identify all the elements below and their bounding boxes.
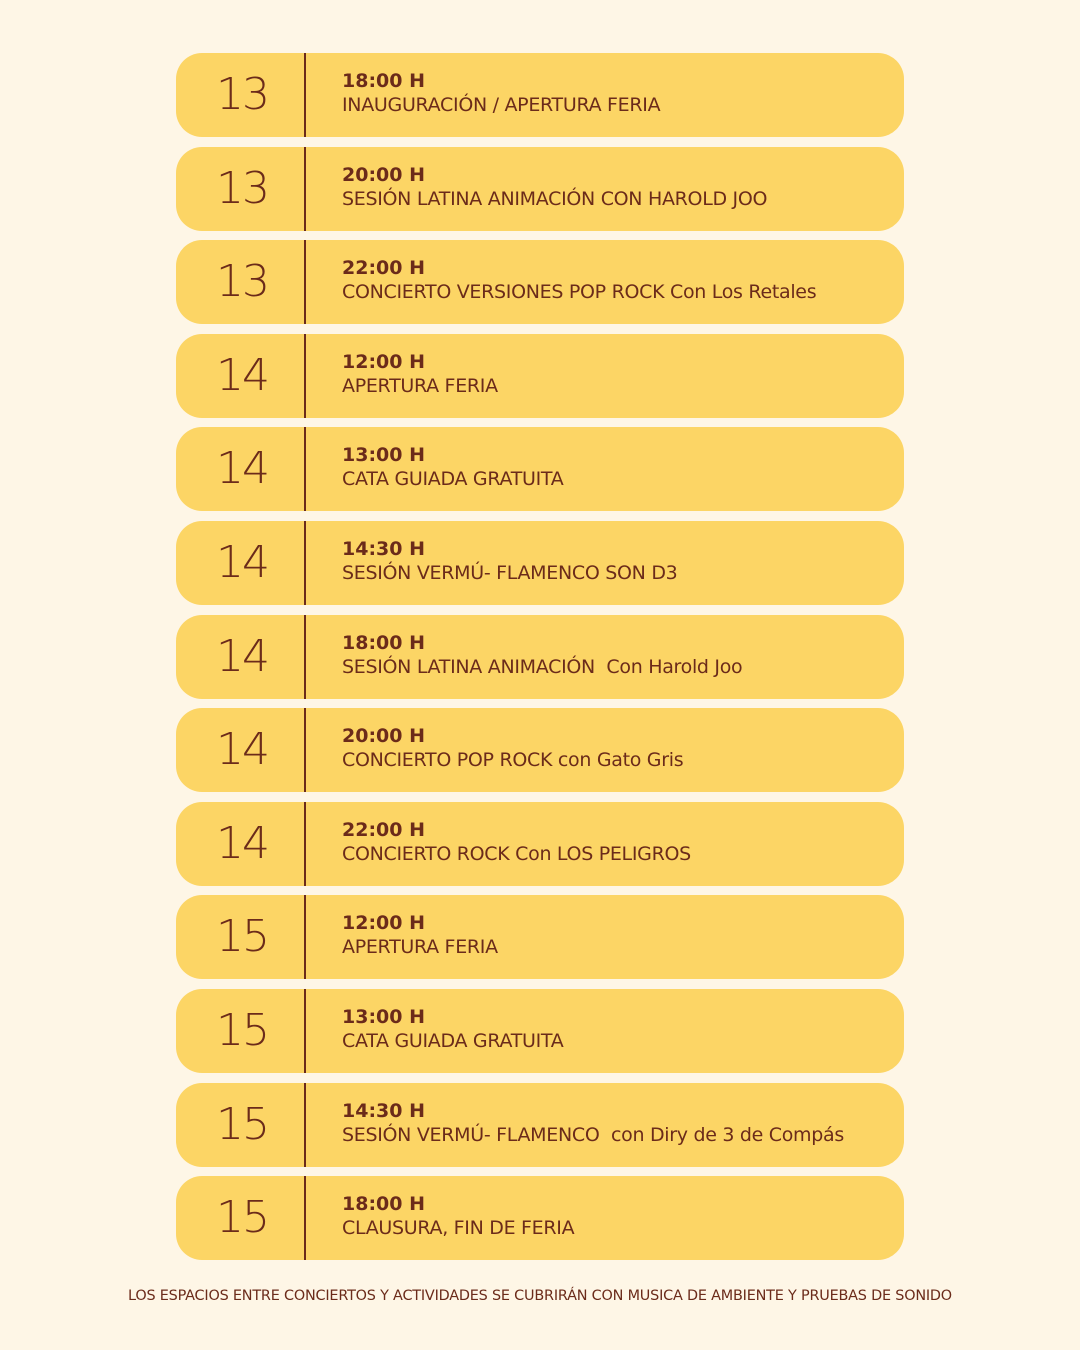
event-row bbox=[176, 989, 904, 1073]
row-divider bbox=[304, 240, 306, 324]
row-divider bbox=[304, 1083, 306, 1167]
row-divider bbox=[304, 989, 306, 1073]
row-divider bbox=[304, 521, 306, 605]
event-day: 14 bbox=[216, 630, 268, 682]
event-day: 15 bbox=[216, 911, 268, 963]
row-divider bbox=[304, 1176, 306, 1260]
event-description: SESIÓN VERMÚ- FLAMENCO con Diry de 3 de Compás bbox=[342, 1123, 844, 1146]
event-time: 14:30 H bbox=[342, 1099, 425, 1122]
event-row bbox=[176, 521, 904, 605]
event-row bbox=[176, 1176, 904, 1260]
row-divider bbox=[304, 708, 306, 792]
event-description: SESIÓN LATINA ANIMACIÓN Con Harold Joo bbox=[342, 655, 743, 678]
event-description: CONCIERTO VERSIONES POP ROCK Con Los Retales bbox=[342, 281, 817, 304]
event-row bbox=[176, 708, 904, 792]
event-description: APERTURA FERIA bbox=[342, 374, 498, 397]
event-day: 15 bbox=[216, 1098, 268, 1150]
event-time: 22:00 H bbox=[342, 257, 425, 280]
event-day: 13 bbox=[216, 162, 268, 214]
event-row bbox=[176, 802, 904, 886]
event-description: SESIÓN VERMÚ- FLAMENCO SON D3 bbox=[342, 561, 678, 584]
event-day: 14 bbox=[216, 536, 268, 588]
event-time: 18:00 H bbox=[342, 70, 425, 92]
event-row bbox=[176, 615, 904, 699]
event-row bbox=[176, 334, 904, 418]
event-day: 13 bbox=[216, 69, 268, 120]
event-time: 20:00 H bbox=[342, 163, 425, 186]
event-row bbox=[176, 427, 904, 511]
event-description: APERTURA FERIA bbox=[342, 936, 498, 959]
event-schedule bbox=[176, 53, 904, 1270]
event-description: CONCIERTO ROCK Con LOS PELIGROS bbox=[342, 842, 691, 865]
event-time: 12:00 H bbox=[342, 912, 425, 935]
footer-note: LOS ESPACIOS ENTRE CONCIERTOS Y ACTIVIDADES SE CUBRIRÁN CON MUSICA DE AMBIENTE Y PRUEBAS DE SONIDO bbox=[128, 1288, 952, 1304]
event-time: 13:00 H bbox=[342, 444, 425, 467]
event-time: 18:00 H bbox=[342, 1193, 425, 1216]
event-description: CLAUSURA, FIN DE FERIA bbox=[342, 1217, 575, 1240]
event-time: 13:00 H bbox=[342, 1005, 425, 1028]
event-description: INAUGURACIÓN / APERTURA FERIA bbox=[342, 94, 661, 116]
event-day: 14 bbox=[216, 349, 268, 401]
event-row bbox=[176, 240, 904, 324]
event-row bbox=[176, 895, 904, 979]
event-day: 13 bbox=[216, 256, 268, 308]
event-time: 22:00 H bbox=[342, 818, 425, 841]
event-day: 15 bbox=[216, 1004, 268, 1056]
event-description: CATA GUIADA GRATUITA bbox=[342, 468, 564, 491]
event-day: 15 bbox=[216, 1192, 268, 1244]
event-description: SESIÓN LATINA ANIMACIÓN CON HAROLD JOO bbox=[342, 187, 768, 210]
row-divider bbox=[304, 615, 306, 699]
row-divider bbox=[304, 427, 306, 511]
row-divider bbox=[304, 147, 306, 231]
event-day: 14 bbox=[216, 724, 268, 776]
event-row bbox=[176, 53, 904, 137]
row-divider bbox=[304, 53, 306, 137]
event-day: 14 bbox=[216, 443, 268, 495]
event-time: 14:30 H bbox=[342, 537, 425, 560]
event-description: CATA GUIADA GRATUITA bbox=[342, 1029, 564, 1052]
event-time: 20:00 H bbox=[342, 725, 425, 748]
event-row bbox=[176, 1083, 904, 1167]
event-day: 14 bbox=[216, 817, 268, 869]
event-row bbox=[176, 147, 904, 231]
row-divider bbox=[304, 334, 306, 418]
event-time: 18:00 H bbox=[342, 631, 425, 654]
event-description: CONCIERTO POP ROCK con Gato Gris bbox=[342, 749, 684, 772]
event-time: 12:00 H bbox=[342, 350, 425, 373]
row-divider bbox=[304, 895, 306, 979]
row-divider bbox=[304, 802, 306, 886]
